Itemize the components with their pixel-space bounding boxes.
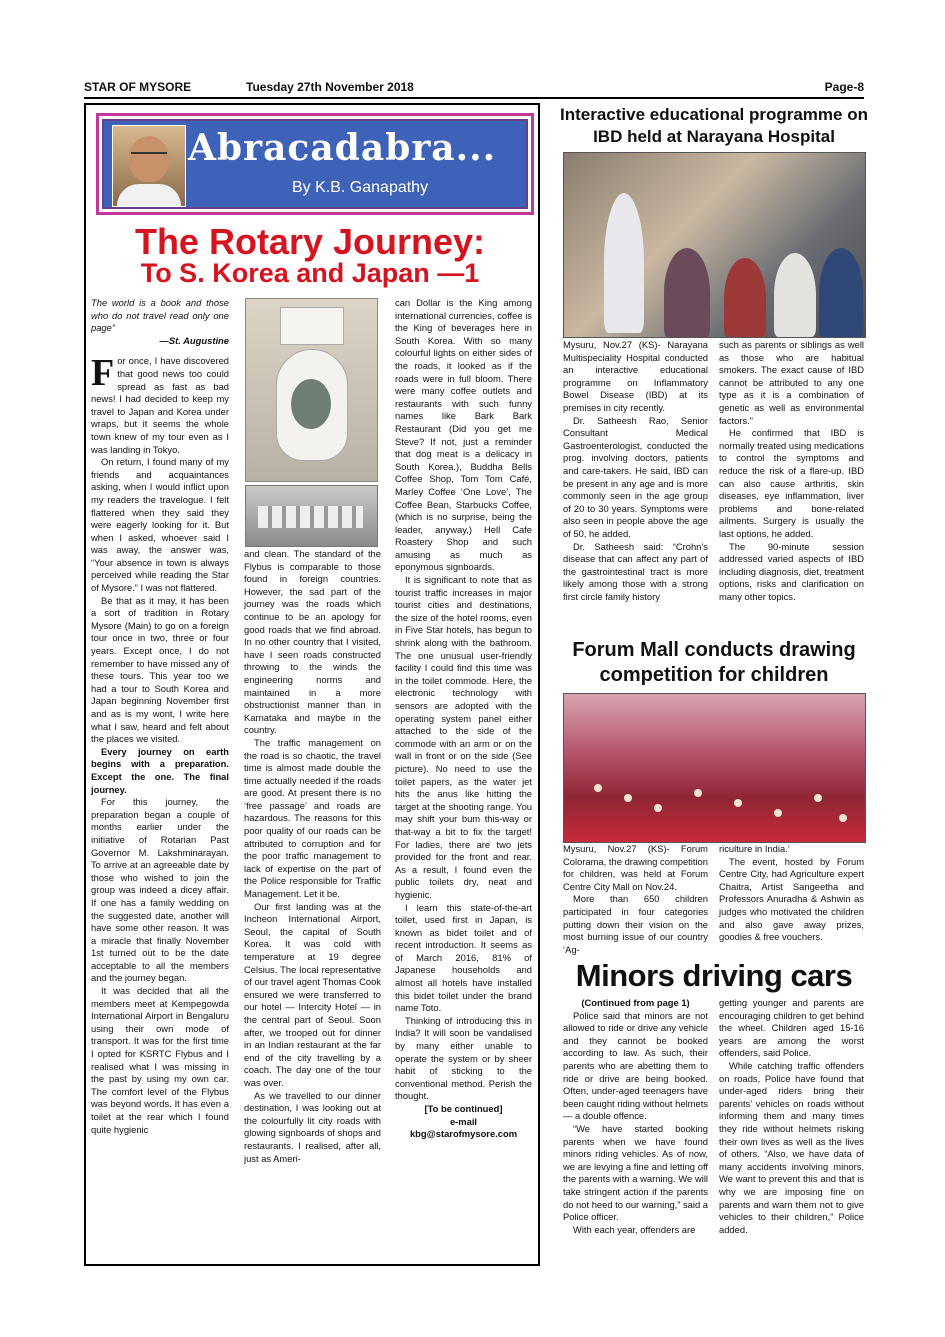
para: For once, I have discovered that good news too could spread as fast as bad news! I had decided to keep my travel to Japan and Korea under wraps, but it seems the whole town knew of my tour even as I was landing in Tokyo. xyxy=(91,352,229,455)
issue-date: Tuesday 27th November 2018 xyxy=(246,80,414,94)
email-label: e-mail xyxy=(449,1115,478,1127)
box-top-border xyxy=(84,103,540,105)
continued-from: (Continued from page 1) xyxy=(581,997,690,1008)
minors-headline: Minors driving cars xyxy=(575,958,853,993)
para: Thinking of introducing this in India? It will soon be vandalised by many either unable to operate the system or by sheer habit of sticking to the conventional method. Perish the thought. xyxy=(395,1014,532,1102)
paper-name: STAR OF MYSORE xyxy=(84,80,192,94)
to-be-continued: [To be continued] xyxy=(424,1103,503,1114)
para: It was decided that all the members meet at Kempegowda International Airport in Bengaluru using their own mode of transport. It was for the first time I opted for KSRTC Flybus and I realised what I was missing in the past by using my own car. The comfort level of the Flybus was beyond words. It has even a toilet at the rear which I found quite hygienic xyxy=(91,985,229,1135)
email-address[interactable]: kbg@starofmysore.com xyxy=(409,1128,518,1140)
para: Mysuru, Nov.27 (KS)- Narayana Multispeciality Hospital conducted an interactive educational programme on Inflammatory Bowel Disease (IBD) at its premises in city recently. xyxy=(563,339,708,413)
ibd-headline: Interactive educational programme on IBD held at Narayana Hospital xyxy=(560,105,868,146)
para: Our first landing was at the Incheon International Airport, Seoul, the capital of South Korea. It was cold with temperature at 19 degree Celsius. The local representative of our travel agent Thomas Cook ensured we were transferred to our hotel — Intercity Hotel — in the central part of Seoul. Soon after, we trooped out for dinner in an Indian restaurant at the far end of the city travelling by a coach. The day one of the tour was over. xyxy=(244,900,381,1088)
columnist-photo xyxy=(112,125,186,207)
para: and clean. The standard of the Flybus is comparable to those found in foreign countries. However, the sad part of the journey was the roads which continue to be an apology for good roads that we find abroad. In no other country that I visited, have I seen roads constructed throwing to the winds the engineering norms and maintained in a more obstructionist manner than in Karnataka and maybe in the country. xyxy=(244,548,381,736)
article-col-2 xyxy=(244,548,381,1258)
forum-photo xyxy=(563,693,866,843)
article-col-1 xyxy=(91,297,229,1257)
para: It is significant to note that as tourist traffic increases in major tourist cities and destinations, the size of the hotel rooms, even in Five Star hotels, has begun to shrink along with the bathroom. The one unusual user-friendly facility I could find this time was in the toilet commode. Here, the electronic technology with sensors are adopted with the operating system panel either attached to the side of the commode with an arm or on the wall in front or on the side (See picture). No need to use the toilet papers, as the water jet hits the anus like hitting the target at the shooting range. You may shift your bum this-way or that-way a bit to fix the target! For ladies, there are two jets provided for the front and rear. As a result, I found even the public toilets dry, neat and hygienic. xyxy=(395,574,532,900)
ibd-col-2 xyxy=(719,339,864,635)
para: The event, hosted by Forum Centre City, had Agriculture expert Chaitra, Artist Sangeetha and Professors Anuradha & Ashwin as judges who motivated the children and also gave away prizes, goodies & free vouchers. xyxy=(719,855,864,943)
quote-author: —St. Augustine xyxy=(159,334,229,346)
para: As we travelled to our dinner destination, I was looking out at the colourfully lit city roads with glowing signboards of shops and restaurants. I realised, after all, just as Ameri- xyxy=(244,1089,381,1164)
para: The 90-minute session addressed varied aspects of IBD including diagnosis, diet, treatment options, risks and clarification on many other topics. xyxy=(719,540,864,602)
banner-byline: By K.B. Ganapathy xyxy=(292,179,429,196)
masthead xyxy=(84,78,864,96)
headline: The Rotary Journey: xyxy=(134,221,486,262)
quote: The world is a book and those who do not travel read only one page” xyxy=(91,297,229,334)
page-number: Page-8 xyxy=(824,80,864,94)
article-col-3 xyxy=(395,297,532,1257)
forum-headline: Forum Mall conducts drawing competition for children xyxy=(572,639,856,686)
box-bottom-border xyxy=(84,1264,540,1266)
para: Dr. Satheesh Rao, Senior Consultant Medical Gastroenterologist, conducted the prog. involving doctors, patients and care-takers. He said, IBD can be present in any age and is more commonly seen in the age group of 20 to 30 years. Symptoms were also seen in people above the age of 50, he added. xyxy=(563,414,708,539)
para: Be that as it may, it has been a sort of tradition in Rotary Mysore (Main) to go on a foreign tour once in two, three or four years. Except once, I do not remember to have missed any of these tours. This year too we had a tour to South Korea and Japan beginning November first and as is my wont, I write here what I saw, heard and felt about the places we visited. xyxy=(91,594,229,745)
banner-title: Abracadabra... xyxy=(188,127,497,169)
para: On return, I found many of my friends and acquaintances asking, when I would inflict upon my readers the travelogue. I felt flattered when they said they were eagerly looking for it. But when I asked, whoever said I was away, the answer was, “Your absence in town is always perceived while reading the Star of Mysore.” I was not flattered. xyxy=(91,456,229,594)
para: “We have started booking parents when we have found minors riding vehicles. As of now, we are levying a fine and letting off the parents with a warning. We will take stringent action if the parents do not heed to our warning,” said a Police officer. xyxy=(563,1122,708,1223)
para: Every journey on earth begins with a preparation. Except the one. The final journey. xyxy=(91,745,229,795)
subheadline: To S. Korea and Japan —1 xyxy=(140,258,480,288)
masthead-rule xyxy=(84,97,864,99)
minors-col-1 xyxy=(563,997,708,1263)
para: such as parents or siblings as well as those who are habitual smokers. The exact cause of IBD cannot be attributed to any one type as it is a combination of genetic as well as environmental factors.” xyxy=(719,339,864,426)
para: I learn this state-of-the-art toilet, used first in Japan, is known as bidet toilet and of recent introduction. It seems as of March 2016, 81% of Japanese households and almost all hotels have installed this bidet toilet under the brand name Toto. xyxy=(395,901,532,1014)
column-banner xyxy=(96,113,534,215)
para: While catching traffic offenders on roads, Police have found that under-aged riders bring their parents’ vehicles on roads without informing them and many times they ride without helmets risking their own lives as well as the lives of others. “Also, we have data of many accidents involving minors. We want to prevent this and that is why we are imposing fine on parents and warn them not to give vehicles to their children,” Police added. xyxy=(719,1059,864,1235)
toilet-photo xyxy=(245,298,378,482)
para: The traffic management on the road is so chaotic, the travel time is almost made double the time actually needed if the roads are good. At present there is no ‘free passage’ and roads are hazardous. The reasons for this poor quality of our roads can be attributed to corruption and for the poor traffic management to lack of expertise on the part of the Police responsible for Traffic Management. Let it be. xyxy=(244,736,381,900)
para: With each year, offenders are xyxy=(573,1223,696,1235)
para: Police said that minors are not allowed to ride or drive any vehicle and they cannot be booked according to law. As such, their parents who are abetting them to ride or drive are being booked. Often, under-aged teenagers have been caught riding without helmets — a double offence. xyxy=(563,1009,708,1122)
para: Mysuru, Nov.27 (KS)- Forum Colorama, the drawing competition for children, was held at Forum Centre City Mall on Nov.24. xyxy=(563,843,708,892)
para: can Dollar is the King among international currencies, coffee is the King of beverages here in South Korea. With so many colourful lights on either sides of the roads, it looked as if the roads were in full bloom. There were many coffee outlets and restaurants with such funny names like Bark Bark Restaurant (Did you get me Steve? If not, just a reminder that dog meat is a delicacy in South Korea.), Buddha Bells Coffee Shop, Tom Tom Café, Marley Coffee ‘One Love’, The Coffee Bean, Starbucks Coffee, (which is no surprise, being the leader, anyway,) Hell Cafe Roastery Shop and such amusing as much as eponymous signboards. xyxy=(395,297,532,573)
ibd-photo xyxy=(563,152,866,338)
para: He confirmed that IBD is normally treated using medications to control the symptoms and reduce the risk of a flare-up. IBD can also cause arthritis, skin diseases, eye inflammation, liver problems and bone-related ailments. Surgery is usually the last options, he added. xyxy=(719,427,864,539)
para: For this journey, the preparation began a couple of months earlier under the initiative of Rotarian Past Governor M. Lakshminarayan. To arrive at an agreeable date by those who wished to join the group was indeed a dicey affair. If one has a family wedding on the suggested date, another will have some other reason. It was a miracle that finally November 1st turned out to be the date acceptable to all the members and the journey began. xyxy=(91,796,229,984)
minors-col-2 xyxy=(719,997,864,1263)
para: Dr. Satheesh said: “Crohn’s disease that can affect any part of the gastrointestinal tract is more likely among those with a strong first circle family history xyxy=(563,540,708,602)
forum-col-1 xyxy=(563,843,708,955)
para: riculture in India.’ xyxy=(719,843,790,854)
para: More than 650 children participated in four categories putting down their vision on the most burning issue of our country ‘Ag- xyxy=(563,893,708,955)
control-panel-photo xyxy=(245,485,378,547)
dropcap: F xyxy=(91,352,115,395)
box-left-border xyxy=(84,103,86,1266)
para: getting younger and parents are encouraging children to get behind the wheel. Children aged 15-16 years are among the worst offenders, said Police. xyxy=(719,997,864,1059)
box-right-border xyxy=(538,103,540,1266)
ibd-col-1 xyxy=(563,339,708,635)
forum-col-2 xyxy=(719,843,864,955)
